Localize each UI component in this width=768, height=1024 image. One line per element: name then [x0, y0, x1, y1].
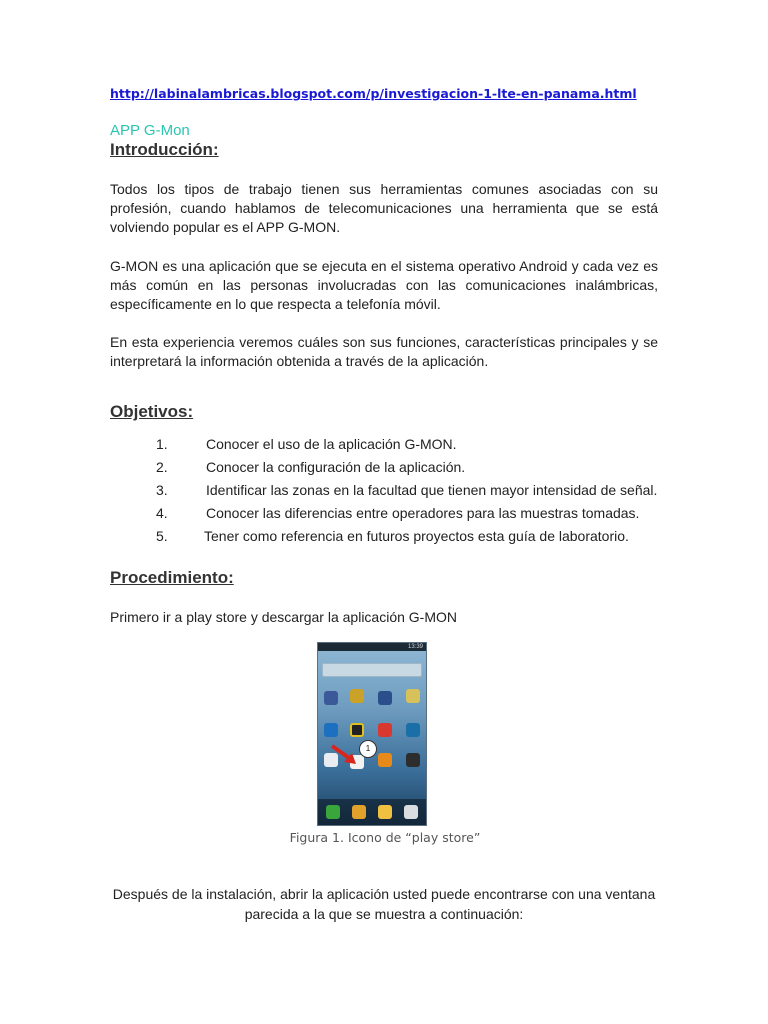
list-item-text: Conocer el uso de la aplicación G-MON.	[206, 436, 457, 452]
apps-grid-icon	[404, 805, 418, 819]
app-icon	[406, 689, 420, 703]
list-item-number: 1.	[156, 436, 168, 452]
app-icon	[350, 689, 364, 703]
source-link[interactable]: http://labinalambricas.blogspot.com/p/investigacion-1-lte-en-panama.html	[110, 86, 637, 101]
procedure-paragraph-2: Después de la instalación, abrir la aplicación usted puede encontrarse con una ventana parecida a la que se muestra a continuación:	[112, 886, 656, 922]
messaging-icon	[378, 805, 392, 819]
callout-number-badge: 1	[359, 740, 377, 758]
app-icon	[378, 691, 392, 705]
app-icon	[406, 753, 420, 767]
list-item-number: 2.	[156, 459, 168, 475]
procedure-paragraph-1: Primero ir a play store y descargar la aplicación G-MON	[110, 609, 458, 625]
list-item-number: 4.	[156, 505, 168, 521]
app-title: APP G-Mon	[110, 122, 190, 139]
phone-search-bar	[322, 663, 422, 677]
intro-paragraph-1: Todos los tipos de trabajo tienen sus herramientas comunes asociadas con su profesión, cuando hablamos de telecomunicaciones una herramienta que se está volviendo popular es el APP G-MON.	[110, 181, 658, 235]
app-icon	[406, 723, 420, 737]
contacts-icon	[352, 805, 366, 819]
phone-dock	[318, 799, 426, 825]
intro-paragraph-2: G-MON es una aplicación que se ejecuta en el sistema operativo Android y cada vez es más común en las personas involucradas con las comunicaciones inalámbricas, específicamente en lo que respecta a telefonía móvil.	[110, 258, 658, 312]
app-icon	[378, 723, 392, 737]
list-item-text: Identificar las zonas en la facultad que tienen mayor intensidad de señal.	[206, 482, 658, 498]
app-icon	[350, 723, 364, 737]
app-icon	[378, 753, 392, 767]
list-item-text: Tener como referencia en futuros proyectos esta guía de laboratorio.	[204, 528, 629, 544]
phone-status-bar: 13:39	[318, 643, 426, 651]
list-item-number: 3.	[156, 482, 168, 498]
arrow-icon	[330, 744, 360, 768]
objectives-heading: Objetivos:	[110, 402, 194, 421]
phone-call-icon	[326, 805, 340, 819]
list-item-text: Conocer la configuración de la aplicación.	[206, 459, 466, 475]
facebook-icon	[324, 691, 338, 705]
search-app-icon	[324, 723, 338, 737]
list-item-text: Conocer las diferencias entre operadores para las muestras tomadas.	[206, 505, 640, 521]
procedure-heading: Procedimiento:	[110, 568, 234, 587]
phone-screenshot-image	[317, 642, 427, 826]
figure-caption: Figura 1. Icono de “play store”	[289, 830, 481, 845]
intro-heading: Introducción:	[110, 140, 219, 159]
intro-paragraph-3: En esta experiencia veremos cuáles son sus funciones, características principales y se interpretará la información obtenida a través de la aplicación.	[110, 334, 658, 369]
list-item-number: 5.	[156, 528, 168, 544]
